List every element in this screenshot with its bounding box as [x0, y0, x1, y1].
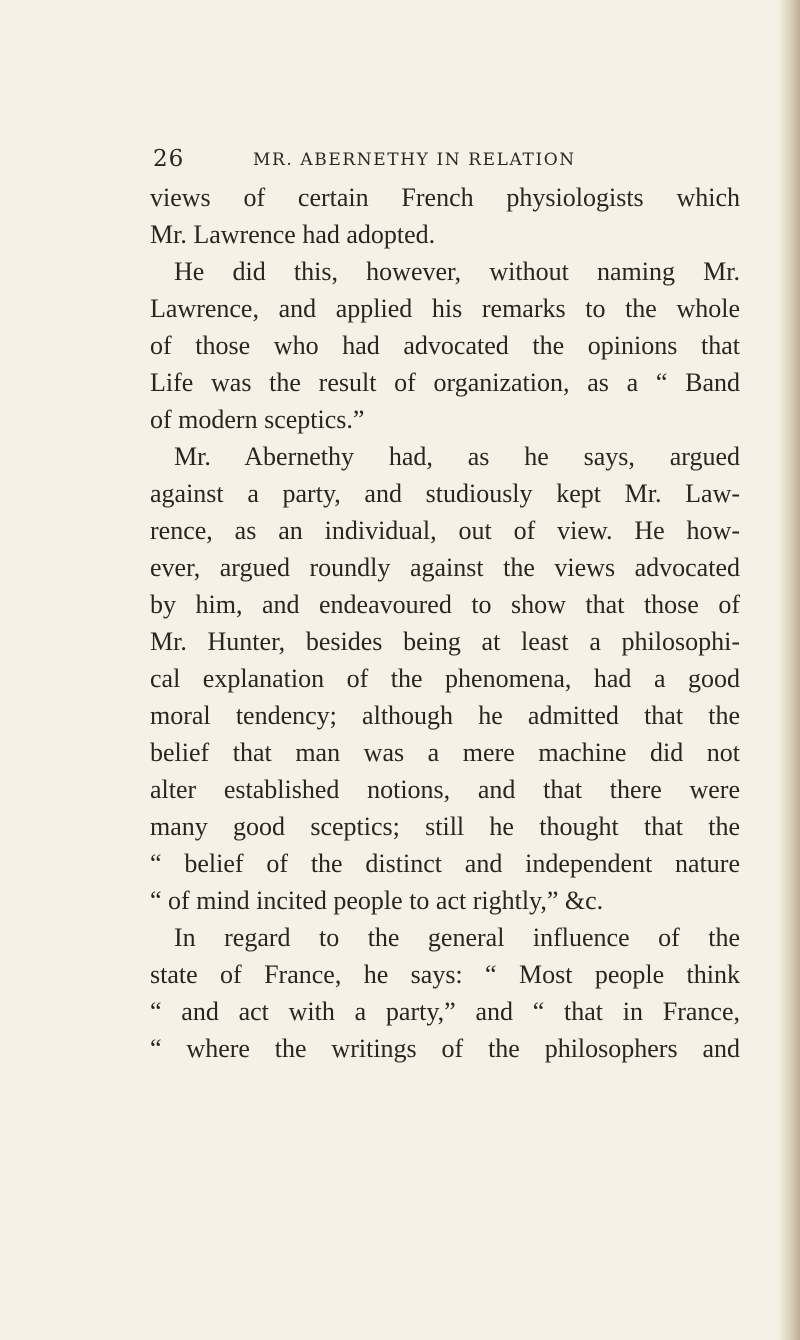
text-line: “ and act with a party,” and “ that in France,: [150, 997, 740, 1026]
text-line: In regard to the general influence of the: [174, 923, 740, 952]
text-line: Mr. Lawrence had adopted.: [150, 220, 436, 249]
text-line: of those who had advocated the opinions that: [150, 331, 740, 360]
text-line: moral tendency; although he admitted that the: [150, 701, 740, 730]
text-line: Life was the result of organization, as a “ Band: [150, 368, 740, 397]
text-line: Mr. Hunter, besides being at least a philosophi-: [150, 627, 740, 656]
running-title: MR. ABERNETHY IN RELATION: [253, 150, 576, 170]
running-head: [153, 146, 773, 180]
page-edge-shadow: [778, 0, 800, 1340]
text-line: state of France, he says: “ Most people think: [150, 960, 740, 989]
text-line: Lawrence, and applied his remarks to the whole: [150, 294, 740, 323]
text-line: cal explanation of the phenomena, had a good: [150, 664, 740, 693]
text-line: “ belief of the distinct and independent nature: [150, 849, 740, 878]
text-line: alter established notions, and that there were: [150, 775, 740, 804]
text-line: belief that man was a mere machine did not: [150, 738, 740, 767]
text-line: views of certain French physiologists which: [150, 183, 740, 212]
text-line: “ where the writings of the philosophers and: [150, 1034, 740, 1063]
text-line: “ of mind incited people to act rightly,” &c.: [150, 886, 604, 915]
text-line: by him, and endeavoured to show that those of: [150, 590, 740, 619]
text-line: of modern sceptics.”: [150, 405, 365, 434]
text-line: many good sceptics; still he thought that the: [150, 812, 740, 841]
text-line: against a party, and studiously kept Mr. Law-: [150, 479, 740, 508]
text-line: ever, argued roundly against the views advocated: [150, 553, 740, 582]
body-text: [150, 179, 740, 1067]
text-line: rence, as an individual, out of view. He how-: [150, 516, 740, 545]
text-line: He did this, however, without naming Mr.: [174, 257, 740, 286]
text-line: Mr. Abernethy had, as he says, argued: [174, 442, 740, 471]
page-number: 26: [153, 146, 185, 172]
